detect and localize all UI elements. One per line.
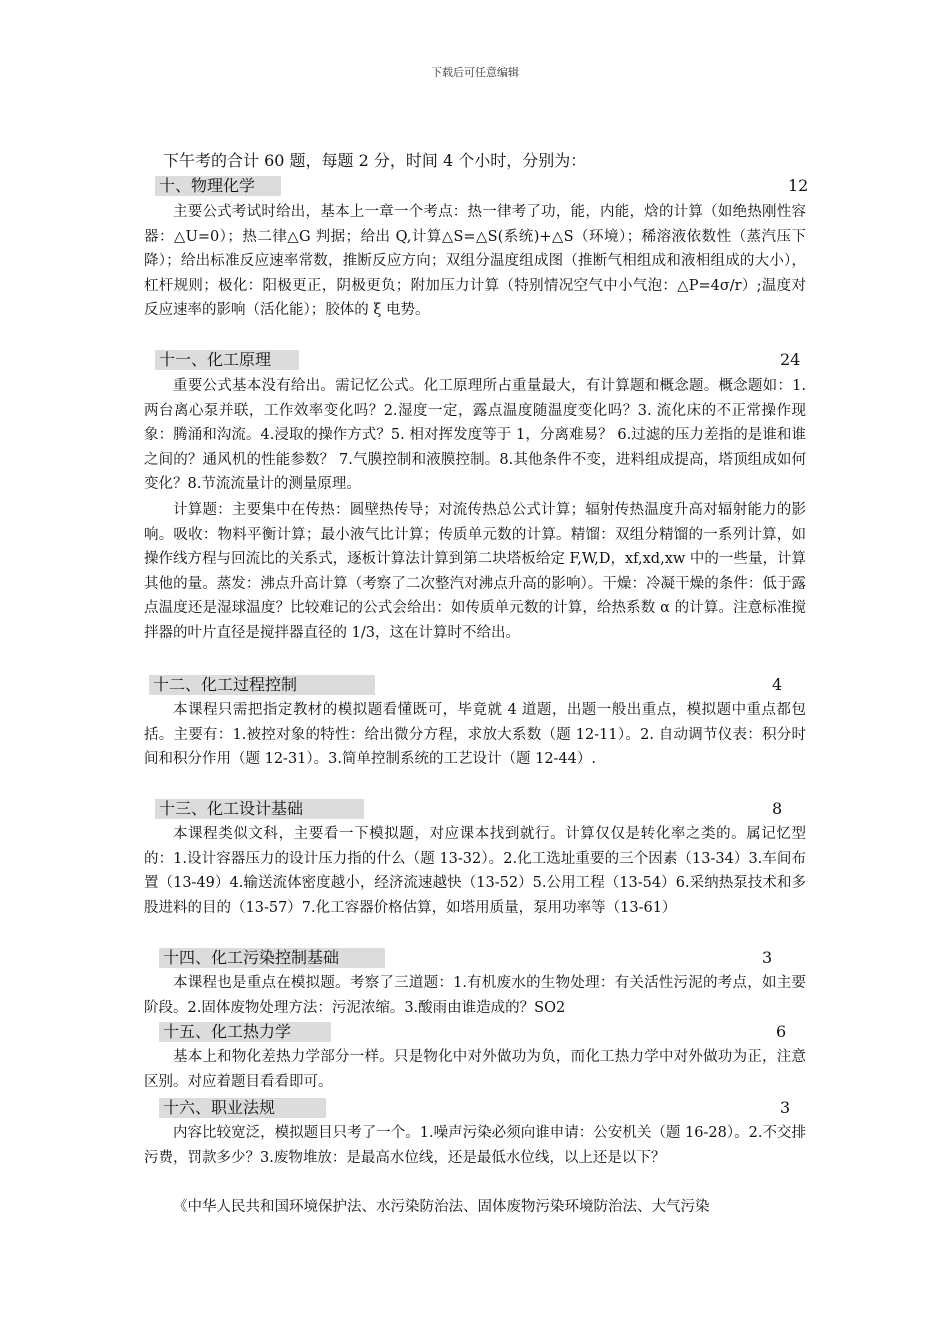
section-score: 3 — [762, 948, 773, 967]
paragraph: 主要公式考试时给出，基本上一章一个考点：热一律考了功，能，内能，焓的计算（如绝热刚性容器：△U=0）；热二律△G 判据；给出 Q,计算△S=△S(系统)+△S（环境）；稀溶液依数性（蒸汽压下降）；给出标准反应速率常数，推断反应方向；双组分温度组成图（推断气相组成和液相组成的大小），杠杆规则；极化：阳极更正，阴极更负；附加压力计算（特别情况空气中小气泡：△P=4σ/r）;温度对反应速率的影响（活化能）；胶体的 ξ 电势。 — [144, 204, 806, 318]
section-score: 4 — [772, 675, 783, 694]
section-title: 十二、化工过程控制 — [149, 675, 375, 695]
section-title: 十、物理化学 — [155, 176, 281, 196]
paragraph: 内容比较宽泛，模拟题目只考了一个。1.噪声污染必须向谁申请：公安机关（题 16-28）。2.不交排污费，罚款多少？3.废物堆放：是最高水位线，还是最低水位线，以上还是以下？ — [144, 1125, 806, 1166]
section-heading-design-basics — [155, 798, 805, 820]
section-title: 十三、化工设计基础 — [155, 799, 364, 819]
section-heading-pollution-control — [155, 947, 805, 969]
section-heading-chemical-engineering-principles — [155, 349, 805, 371]
paragraph: 《中华人民共和国环境保护法、水污染防治法、固体废物污染环境防治法、大气污染 — [173, 1199, 710, 1215]
section-score: 12 — [788, 176, 809, 195]
section-score: 3 — [780, 1098, 791, 1117]
paragraph: 基本上和物化差热力学部分一样。只是物化中对外做功为负，而化工热力学中对外做功为正，注意区别。对应着题目看看即可。 — [144, 1049, 806, 1090]
section-title: 十一、化工原理 — [155, 350, 299, 370]
paragraph: 本课程也是重点在模拟题。考察了三道题：1.有机废水的生物处理：有关活性污泥的考点，如主要阶段。2.固体废物处理方法：污泥浓缩。3.酸雨由谁造成的？SO2 — [144, 975, 806, 1016]
paragraph: 本课程类似文科，主要看一下模拟题，对应课本找到就行。计算仅仅是转化率之类的。属记忆型的：1.设计容器压力的设计压力指的什么（题 13-32）。2.化工选址重要的三个因素（13-34）3.车间布置（13-49）4.输送流体密度越小，经济流速越快（13-52）5.公用工程（13-54）6.采纳热泵技术和多股进料的目的（13-57）7.化工容器价格估算，如塔用质量，泵用功率等（13-61） — [144, 826, 806, 916]
section-title: 十五、化工热力学 — [159, 1022, 331, 1042]
section-heading-thermodynamics — [155, 1021, 805, 1043]
paragraph: 本课程只需把指定教材的模拟题看懂既可，毕竟就 4 道题，出题一般出重点，模拟题中重点都包括。主要有：1.被控对象的特性：给出微分方程，求放大系数（题 12-11）。2. 自动调节仪表：积分时间和积分作用（题 12-31）。3.简单控制系统的工艺设计（题 12-44）. — [144, 702, 806, 767]
paragraph: 计算题：主要集中在传热：圆壁热传导；对流传热总公式计算；辐射传热温度升高对辐射能力的影响。吸收：物料平衡计算；最小液气比计算；传质单元数的计算。精馏：双组分精馏的一系列计算，如操作线方程与回流比的关系式，逐板计算法计算到第二块塔板给定 F,W,D，xf,xd,xw 中的一些量，计算其他的量。蒸发：沸点升高计算（考察了二次整汽对沸点升高的影响）。干燥：冷凝干燥的条件：低于露点温度还是湿球温度？比较难记的公式会给出：如传质单元数的计算，给热系数 α 的计算。注意标准搅拌器的叶片直径是搅拌器直径的 1/3，这在计算时不给出。 — [144, 502, 806, 641]
section-score: 6 — [776, 1022, 787, 1041]
section-heading-regulations — [155, 1097, 805, 1119]
section-heading-process-control — [155, 674, 805, 696]
section-title: 十四、化工污染控制基础 — [159, 948, 385, 968]
intro-line: 下午考的合计 60 题，每题 2 分，时间 4 个小时，分别为： — [163, 151, 587, 170]
watermark-header: 下载后可任意编辑 — [431, 66, 519, 79]
paragraph: 重要公式基本没有给出。需记忆公式。化工原理所占重量最大，有计算题和概念题。概念题如：1. 两台离心泵并联，工作效率变化吗？2.湿度一定，露点温度随温度变化吗？3. 流化床的不正常操作现象：腾涌和沟流。4.浸取的操作方式？5. 相对挥发度等于 1，分离难易？ 6.过滤的压力差指的是谁和谁之间的？通风机的性能参数？ 7.气膜控制和液膜控制。8.其他条件不变，进料组成提高，塔顶组成如何变化？8.节流流量计的测量原理。 — [144, 378, 806, 492]
section-score: 8 — [772, 799, 783, 818]
section-heading-physical-chemistry — [155, 175, 809, 197]
section-title: 十六、职业法规 — [159, 1098, 326, 1118]
section-score: 24 — [780, 350, 801, 369]
